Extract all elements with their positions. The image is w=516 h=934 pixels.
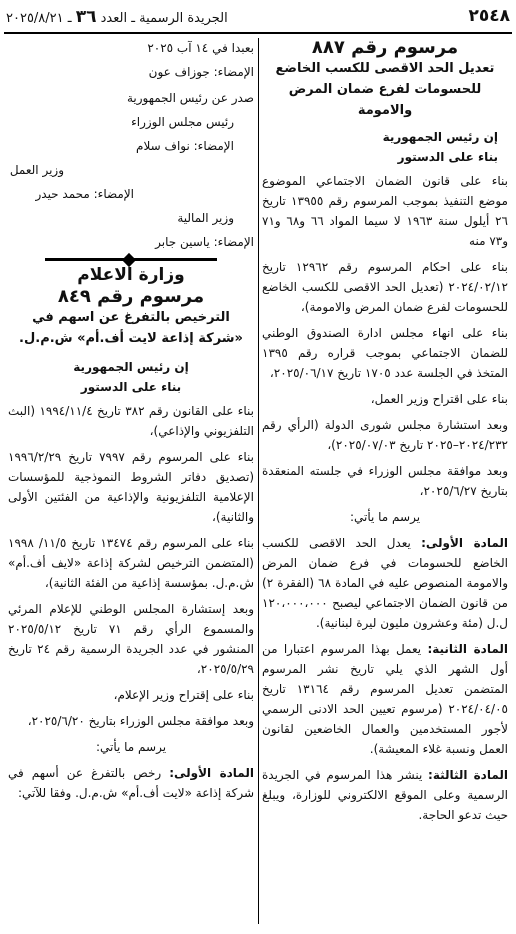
decree-title: الترخيص بالتفرغ عن اسهم في «شركة إذاعة لايت أف.أم» ش.م.ل. [19,310,243,346]
signature-line: الإمضاء: جوزاف عون [148,65,254,79]
preamble-item: بناء على إقتراح وزير الإعلام، [113,688,254,702]
article [262,533,508,633]
preamble-item: بناء على انهاء مجلس ادارة الصندوق الوطني للضمان الاجتماعي بموجب قراره رقم ١٣٩٥ المتخذ في الجلسة عدد ١٧٠٥ تاريخ ٢٠٢٥/٠٦/١٧، [262,326,508,380]
signature-line: الإمضاء: ياسين جابر [155,235,254,249]
article-label: المادة الثالثة: [428,768,508,782]
signature-line: وزير المالية [177,211,234,225]
preamble-item: وبعد موافقة مجلس الوزراء في جلسته المنعقدة بتاريخ ٢٠٢٥/٦/٢٧، [262,464,508,498]
publication-line [6,7,228,27]
section-separator [45,258,217,261]
signature-line: صدر عن رئيس الجمهورية [126,91,254,105]
article-text: ينشر هذا المرسوم في الجريدة الرسمية وعلى الموقع الالكتروني للوزارة، ويبلغ حيث تدعو الحاجة. [262,768,508,822]
issue-number: ٣٦ [75,7,97,27]
preamble-item: بناء على القانون رقم ٣٨٢ تاريخ ١٩٩٤/١١/٤ (البث التلفزيوني والإذاعي)، [8,404,254,438]
basis: بناء على الدستور [397,150,498,164]
article-label: المادة الأولى: [421,536,508,550]
signature-line: رئيس مجلس الوزراء [131,115,234,129]
article-label: المادة الثانية: [427,642,509,656]
decree-number: مرسوم رقم ٨٤٩ [57,286,205,307]
header-rule [4,32,512,34]
preamble-item: بناء على اقتراح وزير العمل، [370,392,508,406]
page-header [6,4,510,28]
article-text: يعمل بهذا المرسوم اعتبارا من أول الشهر الذي يلي تاريخ نشر المرسوم المتضمن تعديل المرسوم رقم ١٣١٦٤ تاريخ ٢٠٢٤/٠٤/٠٥ (مرسوم تعيين الحد الادنى الرسمي لأجور المستخدمين والعمال الخاضعين لقانون العمل ونسبة غلاء المعيشة). [262,642,508,756]
issuer: إن رئيس الجمهورية [382,130,498,144]
article-text: رخص بالتفرغ عن أسهم في شركة إذاعة «لايت أف.أم» ش.م.ل. وفقا للآتي: [8,766,254,800]
decrees-line: يرسم ما يأتي: [349,510,421,524]
decree-title: تعديل الحد الاقصى للكسب الخاضع للحسومات لفرع ضمان المرض والامومة [275,61,495,118]
article [262,765,508,825]
article [262,639,508,759]
publication-name: الجريدة الرسمية ـ العدد [100,11,228,26]
preamble-item: بناء على احكام المرسوم رقم ١٢٩٦٢ تاريخ ٢٠٢٤/٠٢/١٢ (تعديل الحد الاقصى للكسب الخاضع للحسومات لفرع ضمان المرض والامومة)، [262,260,508,314]
basis: بناء على الدستور [80,380,182,394]
column-divider [258,38,259,924]
issuer: إن رئيس الجمهورية [73,360,189,374]
article-text: يعدل الحد الاقصى للكسب الخاضع للحسومات في فرع ضمان المرض والامومة المنصوص عليه في المادة ٦٨ (الفقرة ٢) من قانون الضمان الاجتماعي ليصبح ١٢٠،٠٠٠،٠٠٠ ل.ل (مئة وعشرون مليون ليرة لبنانية). [262,536,508,630]
preamble-item: وبعد إستشارة المجلس الوطني للإعلام المرئي والمسموع الرأي رقم ٧١ تاريخ ٢٠٢٥/٥/١٢ المنشور في عدد الجريدة الرسمية رقم ٢٤ تاريخ ٢٠٢٥/٥/٢٩، [8,602,254,676]
signature-line: الإمضاء: نواف سلام [136,139,234,153]
page-number: ٢٥٤٨ [468,6,510,26]
article [8,763,254,803]
preamble-item: بناء على المرسوم رقم ٧٩٩٧ تاريخ ١٩٩٦/٢/٢٩ (تصديق دفاتر الشروط النموذجية للمؤسسات الإعلامية التلفزيونية والإذاعية من الفئتين الأولى والثانية)، [8,450,254,524]
preamble-item: وبعد استشارة مجلس شورى الدولة (الرأي رقم ٢٠٢٤/٢٣٢–٢٠٢٥ تاريخ ٢٠٢٥/٠٧/٠٣)، [262,418,508,452]
signature-line: بعبدا في ١٤ آب ٢٠٢٥ [147,41,254,55]
preamble-item: بناء على المرسوم رقم ١٣٤٧٤ تاريخ ١١/٥/ ١٩٩٨ (المتضمن الترخيص لشركة إذاعة «لايف أف.أم» ش.م.ل. بمؤسسة إذاعية من الفئة الثانية)، [8,536,255,590]
signature-line: الإمضاء: محمد حيدر [35,187,134,201]
preamble-item: بناء على قانون الضمان الاجتماعي الموضوع موضع التنفيذ بموجب المرسوم رقم ١٣٩٥٥ تاريخ ٢٦ أيلول سنة ١٩٦٣ لا سيما المواد ٦٦ و٦٨ و٧١ و٧٣ منه [262,174,508,248]
issue-date: ـ ٢٠٢٥/٨/٢١ [6,11,72,26]
signature-line: وزير العمل [9,163,64,177]
article-label: المادة الأولى: [169,766,254,780]
ministry-heading: وزارة الاعلام [77,265,185,285]
decree-number: مرسوم رقم ٨٨٧ [311,37,459,58]
preamble-item: وبعد موافقة مجلس الوزراء بتاريخ ٢٠٢٥/٦/٢٠، [27,714,254,728]
decrees-line: يرسم ما يأتي: [95,740,167,754]
left-column [8,38,254,809]
right-column [262,38,508,831]
